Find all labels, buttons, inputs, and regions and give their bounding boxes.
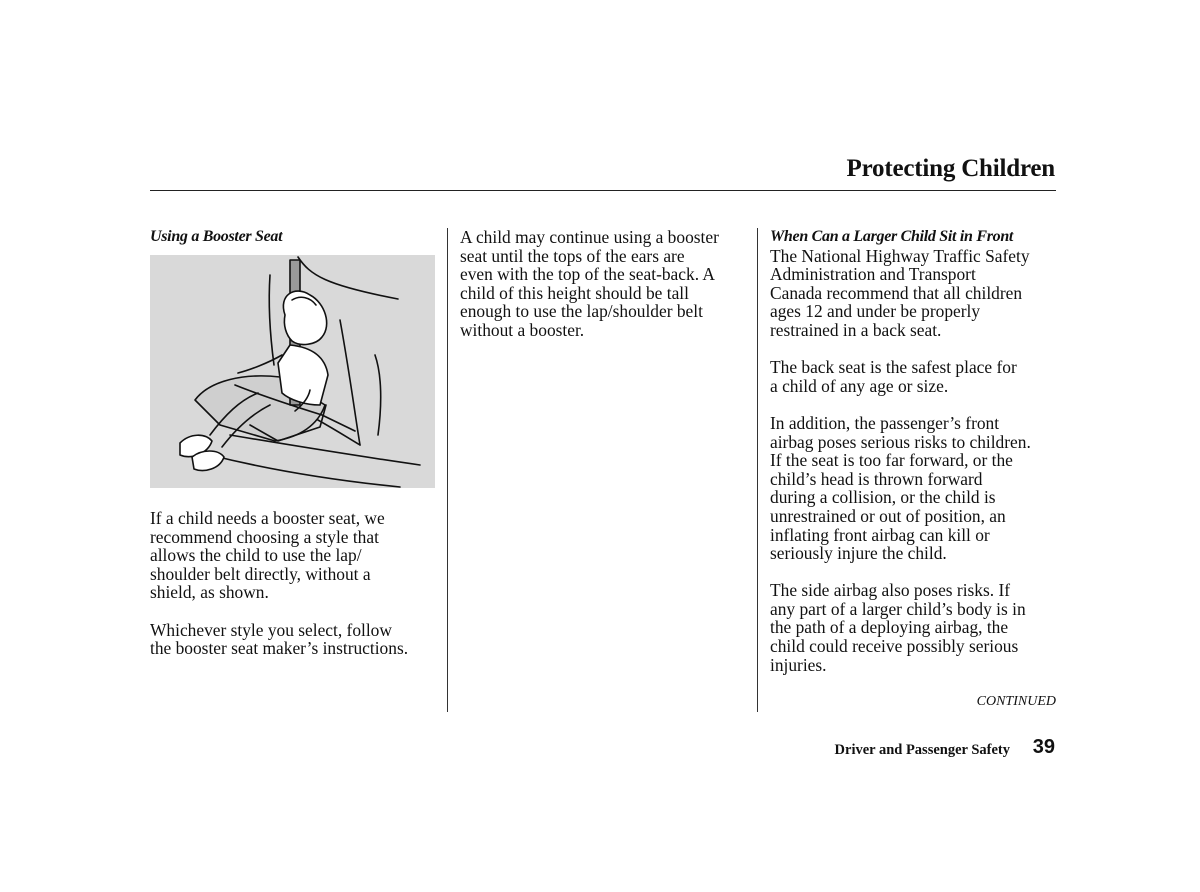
paragraph: A child may continue using a booster seat until the tops of the ears are even with the top of the seat-back. A child of this height should be tall enough to use the lap/shoulder belt without a booster. [460,227,719,340]
continued-label: CONTINUED [976,694,1056,709]
column-middle [460,228,750,340]
footer-section-title: Driver and Passenger Safety [834,742,1010,758]
paragraph: The back seat is the safest place for a child of any age or size. [770,357,1017,396]
page-title: Protecting Children [846,155,1055,182]
paragraph: Whichever style you select, follow the booster seat maker’s instructions. [150,619,409,659]
column-divider [757,228,758,712]
column-left [150,228,440,247]
section-heading-booster-seat: Using a Booster Seat [150,228,283,245]
column-left-body [150,509,445,676]
section-heading-larger-child: When Can a Larger Child Sit in Front [770,228,1014,245]
child-in-booster-seat-illustration [150,255,435,488]
column-divider [447,228,448,712]
booster-seat-illustration [150,255,435,488]
page-number: 39 [1032,736,1055,758]
column-right [770,228,1062,693]
paragraph: If a child needs a booster seat, we recommend choosing a style that allows the child to use the lap/ shoulder belt directly, without a shield, as shown. [150,508,385,603]
paragraph: The National Highway Traffic Safety Administration and Transport Canada recommend that all children ages 12 and under be properly restrained in a back seat. [770,245,1030,340]
title-divider [150,190,1056,191]
paragraph: In addition, the passenger’s front airbag poses serious risks to children. If the seat is too far forward, or the child’s head is thrown forward during a collision, or the child is unrestrained or out of position, an inflating front airbag can kill or seriously injure the child. [770,412,1031,564]
paragraph: The side airbag also poses risks. If any part of a larger child’s body is in the path of a deploying airbag, the child could receive possibly serious injuries. [770,580,1026,675]
